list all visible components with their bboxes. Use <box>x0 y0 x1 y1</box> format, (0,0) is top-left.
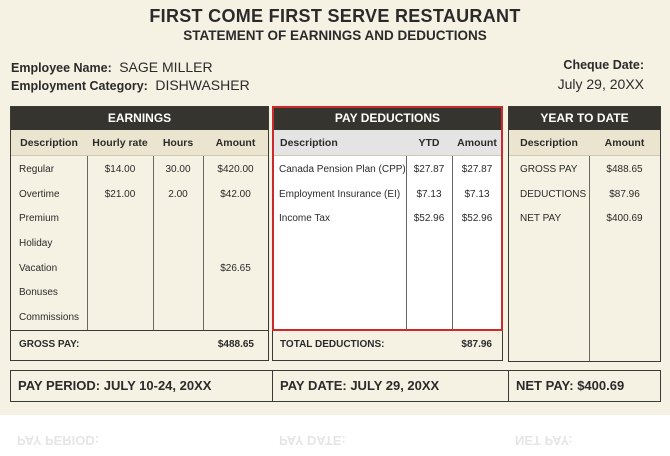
year-to-date-panel <box>508 106 661 362</box>
pay-period <box>11 371 211 401</box>
table-row: Vacation $26.65 <box>19 263 251 274</box>
ytd-col-amount: Amount <box>604 137 645 149</box>
pay-date <box>273 371 439 401</box>
pay-date-value: JULY 29, 20XX <box>350 378 440 393</box>
employee-category-line <box>11 77 250 93</box>
table-row: Bonuses <box>19 287 58 298</box>
table-row: Premium <box>19 213 60 224</box>
total-deductions-value: $87.96 <box>461 339 492 350</box>
table-row: GROSS PAY $488.65 <box>520 164 643 175</box>
earnings-title: EARNINGS <box>11 107 268 130</box>
deductions-title: PAY DEDUCTIONS <box>273 107 502 130</box>
net-pay-value: $400.69 <box>577 378 625 393</box>
company-name: FIRST COME FIRST SERVE RESTAURANT <box>149 6 521 26</box>
cheque-date: July 29, 20XX <box>557 76 644 92</box>
pay-period-value: JULY 10-24, 20XX <box>103 378 212 393</box>
pay-date-label: PAY DATE: <box>280 378 347 393</box>
deductions-column-headers <box>273 130 502 156</box>
table-row: Canada Pension Plan (CPP) $27.87 $27.87 <box>279 164 493 175</box>
employee-name-label: Employee Name: <box>11 61 112 75</box>
ytd-title: YEAR TO DATE <box>509 107 660 130</box>
employment-category-label: Employment Category: <box>11 79 148 93</box>
deductions-body <box>273 156 502 330</box>
deductions-col-description: Description <box>280 137 338 149</box>
table-row: DEDUCTIONS $87.96 <box>520 189 640 200</box>
table-row: Commissions <box>19 312 80 323</box>
earnings-col-hours: Hours <box>162 137 194 149</box>
ytd-col-description: Description <box>520 137 578 149</box>
statement-subtitle: STATEMENT OF EARNINGS AND DEDUCTIONS <box>183 28 487 43</box>
employee-name-line <box>11 59 213 75</box>
employment-category: DISHWASHER <box>155 77 250 93</box>
gross-pay-label: GROSS PAY: <box>19 339 80 350</box>
pay-summary-footer <box>10 370 661 402</box>
table-row: Income Tax $52.96 $52.96 <box>279 213 493 224</box>
table-row: Regular $14.00 30.00 $420.00 <box>19 164 254 175</box>
deductions-col-amount: Amount <box>457 137 497 149</box>
table-row: Holiday <box>19 238 53 249</box>
total-deductions-row <box>272 331 503 361</box>
earnings-panel <box>10 106 269 331</box>
deductions-panel <box>272 106 503 331</box>
earnings-col-description: Description <box>20 137 78 149</box>
footer-reflection: PAY PERIOD: PAY DATE: NET PAY: <box>17 433 573 448</box>
table-row: NET PAY $400.69 <box>520 213 643 224</box>
pay-period-label: PAY PERIOD: <box>18 378 101 393</box>
gross-pay-row <box>10 331 269 361</box>
cheque-date-label: Cheque Date: <box>563 58 644 72</box>
deductions-col-ytd: YTD <box>418 137 440 149</box>
total-deductions-label: TOTAL DEDUCTIONS: <box>280 339 385 350</box>
net-pay-label: NET PAY: <box>516 378 574 393</box>
employee-name: SAGE MILLER <box>119 59 213 75</box>
earnings-col-amount: Amount <box>215 137 256 149</box>
ytd-column-headers <box>509 130 660 156</box>
gross-pay-value: $488.65 <box>217 339 254 350</box>
earnings-body <box>11 156 268 330</box>
earnings-column-headers <box>11 130 268 156</box>
ytd-body <box>509 156 660 361</box>
table-row: Employment Insurance (EI) $7.13 $7.13 <box>279 189 490 200</box>
table-row: Overtime $21.00 2.00 $42.00 <box>19 189 251 200</box>
net-pay <box>509 371 624 401</box>
earnings-col-hourly-rate: Hourly rate <box>92 137 148 149</box>
